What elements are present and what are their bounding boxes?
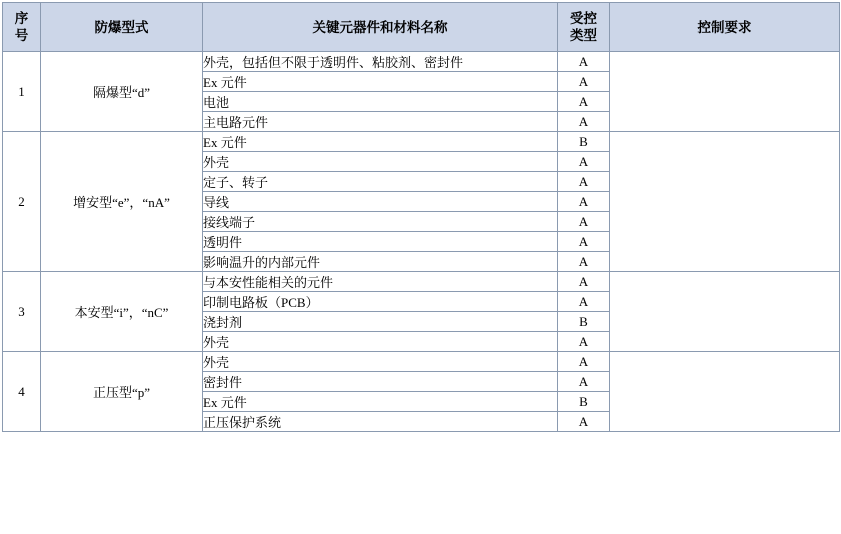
table-row	[3, 272, 840, 292]
cell-part-name: Ex 元件	[203, 132, 558, 152]
cell-control-class: A	[558, 172, 610, 192]
cell-protection-type: 本安型“i”，“nC”	[41, 272, 203, 352]
cell-part-name: 与本安性能相关的元件	[203, 272, 558, 292]
cell-protection-type: 增安型“e”，“nA”	[41, 132, 203, 272]
key-components-table	[2, 2, 840, 432]
cell-control-class: A	[558, 332, 610, 352]
cell-control-class: A	[558, 232, 610, 252]
table-header-row	[3, 3, 840, 52]
cell-control-class: A	[558, 112, 610, 132]
cell-sequence: 3	[3, 272, 41, 352]
column-header-control-class-line1: 受控	[570, 11, 597, 26]
cell-part-name: 主电路元件	[203, 112, 558, 132]
document-page	[0, 2, 841, 534]
cell-control-requirement	[610, 352, 840, 432]
cell-control-class: A	[558, 292, 610, 312]
cell-part-name: 印制电路板（PCB）	[203, 292, 558, 312]
cell-control-class: A	[558, 152, 610, 172]
column-header-control-class-line2: 类型	[570, 28, 597, 43]
cell-part-name: 外壳	[203, 332, 558, 352]
cell-control-class: A	[558, 372, 610, 392]
cell-part-name: 外壳	[203, 352, 558, 372]
cell-part-name: 浇封剂	[203, 312, 558, 332]
column-header-protection-type: 防爆型式	[41, 3, 203, 52]
cell-part-name: 影响温升的内部元件	[203, 252, 558, 272]
cell-control-class: A	[558, 212, 610, 232]
cell-control-class: B	[558, 392, 610, 412]
cell-part-name: 外壳，包括但不限于透明件、粘胶剂、密封件	[203, 52, 558, 72]
cell-part-name: 定子、转子	[203, 172, 558, 192]
cell-sequence: 1	[3, 52, 41, 132]
column-header-control-requirement: 控制要求	[610, 3, 840, 52]
column-header-control-class	[558, 3, 610, 52]
cell-control-class: A	[558, 272, 610, 292]
cell-control-class: A	[558, 92, 610, 112]
cell-part-name: 正压保护系统	[203, 412, 558, 432]
cell-control-class: A	[558, 52, 610, 72]
cell-part-name: 接线端子	[203, 212, 558, 232]
cell-sequence: 4	[3, 352, 41, 432]
cell-part-name: Ex 元件	[203, 392, 558, 412]
cell-control-class: A	[558, 412, 610, 432]
cell-part-name: 外壳	[203, 152, 558, 172]
cell-control-class: A	[558, 192, 610, 212]
cell-sequence: 2	[3, 132, 41, 272]
cell-control-class: A	[558, 72, 610, 92]
cell-control-class: A	[558, 252, 610, 272]
column-header-sequence	[3, 3, 41, 52]
cell-control-class: B	[558, 132, 610, 152]
cell-control-class: A	[558, 352, 610, 372]
cell-protection-type: 隔爆型“d”	[41, 52, 203, 132]
cell-control-requirement	[610, 132, 840, 272]
cell-part-name: 电池	[203, 92, 558, 112]
column-header-part-name: 关键元器件和材料名称	[203, 3, 558, 52]
table-row	[3, 352, 840, 372]
column-header-sequence-line2: 号	[14, 28, 29, 43]
cell-part-name: Ex 元件	[203, 72, 558, 92]
table-row	[3, 52, 840, 72]
cell-part-name: 透明件	[203, 232, 558, 252]
table-body	[3, 52, 840, 432]
table-row	[3, 132, 840, 152]
cell-control-class: B	[558, 312, 610, 332]
cell-control-requirement	[610, 272, 840, 352]
cell-part-name: 导线	[203, 192, 558, 212]
cell-part-name: 密封件	[203, 372, 558, 392]
column-header-sequence-line1: 序	[14, 11, 29, 26]
cell-control-requirement	[610, 52, 840, 132]
cell-protection-type: 正压型“p”	[41, 352, 203, 432]
